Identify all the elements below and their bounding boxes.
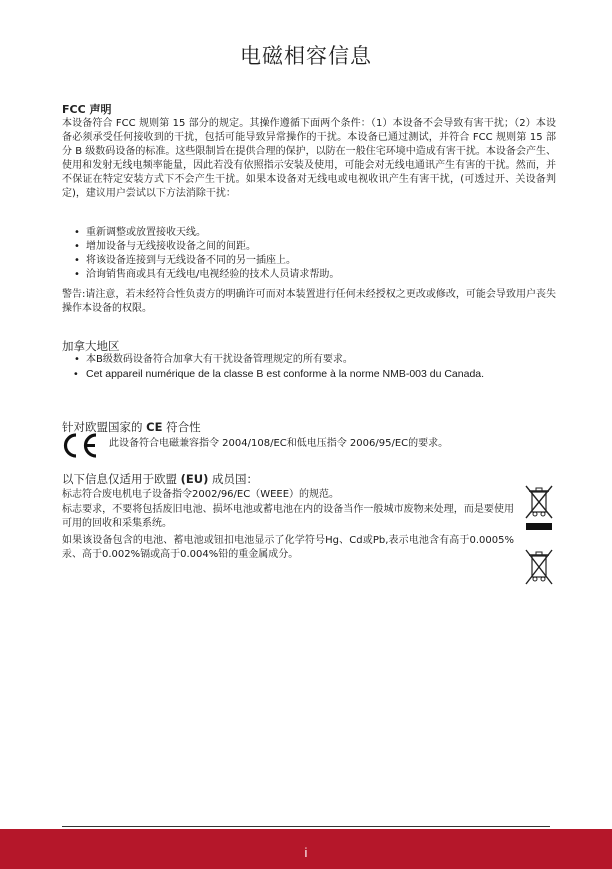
- canada-bullet-list: [72, 353, 552, 381]
- ce-text: 此设备符合电磁兼容指令 2004/108/EC和低电压指令 2006/95/EC的要求。: [109, 438, 449, 449]
- eu-heading-suffix: 成员国：: [212, 472, 259, 486]
- weee-crossed-bin-icon: [522, 483, 556, 521]
- ce-heading-suffix: 符合性: [166, 420, 201, 434]
- weee-black-bar-icon: [526, 523, 552, 530]
- list-item: • 重新调整或放置接收天线。: [72, 226, 552, 240]
- eu-heading: [62, 471, 258, 487]
- list-item: • 本B级数码设备符合加拿大有干扰设备管理规定的所有要求。: [72, 353, 552, 367]
- battery-crossed-bin-icon: [522, 547, 556, 587]
- eu-paragraph-1: 标志符合废电机电子设备指令2002/96/EC（WEEE）的规范。: [62, 489, 340, 500]
- page-number: i: [304, 845, 308, 860]
- canada-heading: 加拿大地区: [62, 339, 120, 353]
- fcc-bullet-list: [72, 226, 552, 282]
- list-item: • Cet appareil numérique de la classe B est conforme à la norme NMB-003 du Canada.: [72, 367, 536, 381]
- eu-paragraph-2: 标志要求，不要将包括废旧电池、损坏电池或蓄电池在内的设备当作一般城市废物来处理，而是要使用可用的回收和采集系统。: [62, 504, 514, 530]
- footer-divider: [62, 826, 550, 827]
- ce-mark-icon: [62, 432, 102, 459]
- eu-paragraph-3: 如果该设备包含的电池、蓄电池或钮扣电池显示了化学符号Hg、Cd或Pb,表示电池含有高于0.0005%汞、高于0.002%镉或高于0.004%铅的重金属成分。: [62, 535, 514, 561]
- page-title: 电磁相容信息: [240, 44, 372, 68]
- eu-heading-bold: (EU): [180, 472, 209, 486]
- eu-heading-prefix: 以下信息仅适用于欧盟: [62, 472, 177, 486]
- list-item: • 增加设备与无线接收设备之间的间距。: [72, 240, 552, 254]
- list-item: • 洽询销售商或具有无线电/电视经验的技术人员请求帮助。: [72, 268, 552, 282]
- fcc-heading: FCC 声明: [62, 103, 112, 116]
- ce-heading-prefix: 针对欧盟国家的: [62, 420, 143, 434]
- ce-heading-bold: CE: [146, 420, 163, 434]
- fcc-paragraph: 本设备符合 FCC 规则第 15 部分的规定。其操作遵循下面两个条件：（1）本设备不会导致有害干扰；（2）本设备必须承受任何接收到的干扰，包括可能导致异常操作的干扰。本设备已通过测试，并符合 FCC 规则第 15 部分 B 级数码设备的标准。这些限制旨在提供合理的保护，以防在一般住宅环境中造成有害干扰。本设备会产生、使用和发射无线电频率能量，因此若没有依照指示安装及使用，可能会对无线电通讯产生有害的干扰。然而，并不保证在特定安装方式下不会产生干扰。如果本设备对无线电或电视收讯产生有害干扰，(可透过开、关设备判定)，建议用户尝试以下方法消除干扰：: [62, 118, 556, 200]
- fcc-warning: 警告:请注意，若未经符合性负责方的明确许可而对本装置进行任何未经授权之更改或修改，可能会导致用户丧失操作本设备的权限。: [62, 289, 556, 315]
- list-item: • 将该设备连接到与无线设备不同的另一插座上。: [72, 254, 552, 268]
